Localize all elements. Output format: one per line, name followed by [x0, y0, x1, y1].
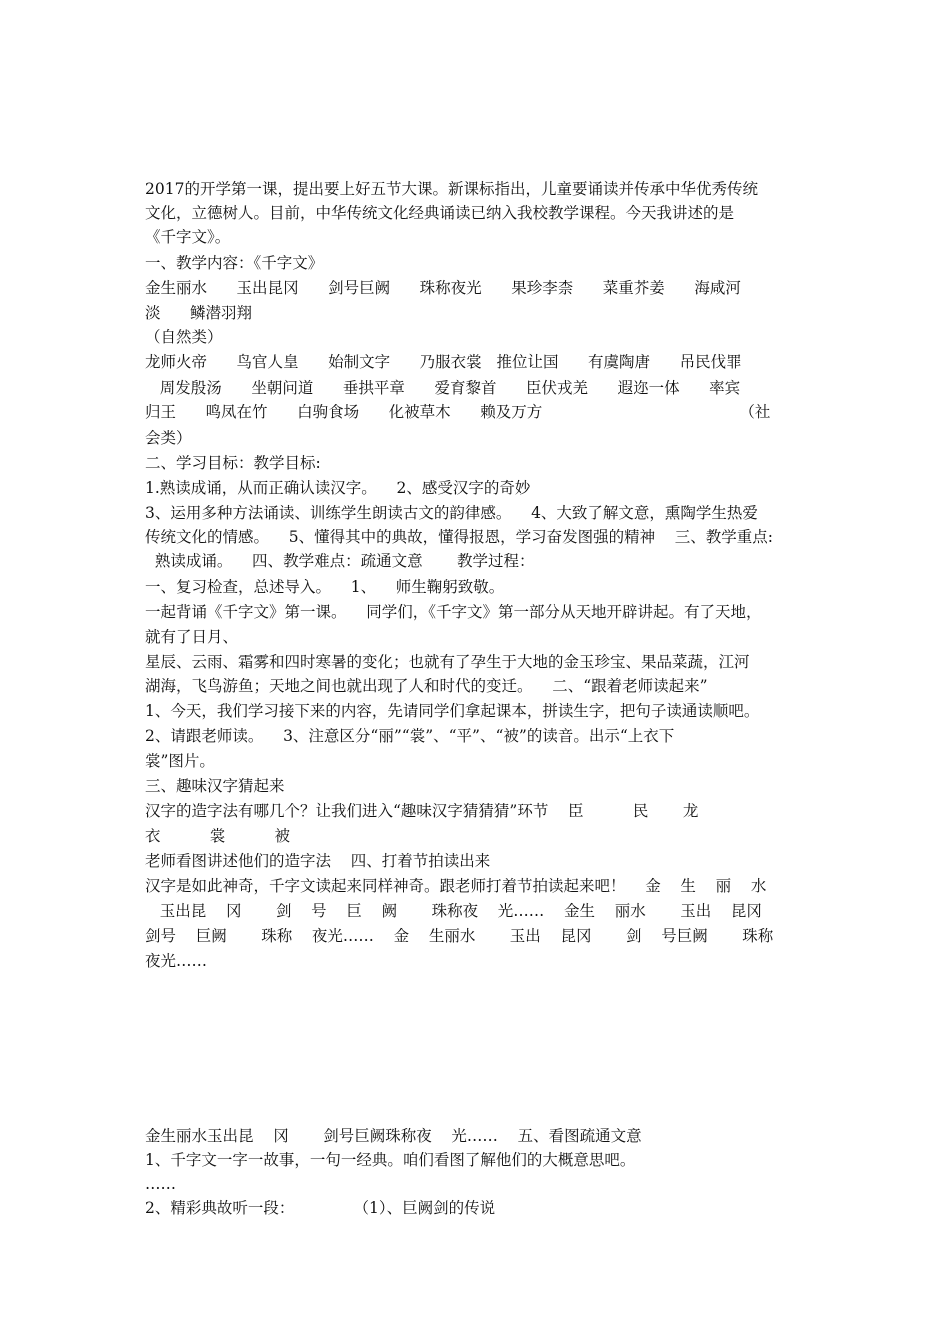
- process-line: 一起背诵《千字文》第一课。 同学们，《千字文》第一部分从天地开辟讲起。有了天地，: [145, 603, 762, 621]
- process-line: 就有了日月、: [145, 628, 239, 646]
- society-line: 会类）: [145, 429, 192, 447]
- process-line: 2、请跟老师读。 3、注意区分“丽”“裳”、“平”、“被”的读音。出示“上衣下: [145, 727, 675, 745]
- process-line: 1、今天，我们学习接下来的内容，先请同学们拿起课本，拼读生字，把句子读通读顺吧。: [145, 702, 760, 720]
- intro-line: 文化，立德树人。目前，中华传统文化经典诵读已纳入我校教学课程。今天我讲述的是: [145, 204, 735, 222]
- bottom-line: 1、千字文一字一故事，一句一经典。咱们看图了解他们的大概意思吧。: [145, 1151, 636, 1169]
- process-heading: 三、趣味汉字猜起来: [145, 777, 285, 795]
- intro-line: 2017的开学第一课，提出要上好五节大课。新课标指出，儿童要诵读并传承中华优秀传统: [145, 180, 758, 198]
- process-line: 剑号 巨阙 珠称 夜光…… 金 生丽水 玉出 昆冈 剑 号巨阙 珠称: [145, 927, 774, 945]
- goals-line: 传统文化的情感。 5、懂得其中的典故，懂得报恩，学习奋发图强的精神 三、教学重点:: [145, 528, 774, 546]
- nature-line: 淡 鳞潜羽翔: [145, 304, 253, 322]
- society-line: 龙师火帝 鸟官人皇 始制文字 乃服衣裳 推位让国 有虞陶唐 吊民伐罪: [145, 353, 742, 371]
- bottom-line: ……: [145, 1175, 176, 1193]
- nature-line: 金生丽水 玉出昆冈 剑号巨阙 珠称夜光 果珍李柰 菜重芥姜 海咸河: [145, 279, 741, 297]
- process-line: 老师看图讲述他们的造字法 四、打着节拍读出来: [145, 852, 491, 870]
- goals-heading: 二、学习目标：教学目标:: [145, 454, 321, 472]
- goals-line: 3、运用多种方法诵读、训练学生朗读古文的韵律感。 4、大致了解文意，熏陶学生热爱: [145, 504, 758, 522]
- process-line: 星辰、云雨、霜雾和四时寒暑的变化；也就有了孕生于大地的金玉珍宝、果品菜蔬，江河: [145, 653, 750, 671]
- process-line: 玉出昆 冈 剑 号 巨 阙 珠称夜 光…… 金生 丽水 玉出 昆冈: [145, 902, 762, 920]
- section-heading-content: 一、教学内容：《千字文》: [145, 254, 324, 272]
- process-line: 汉字的造字法有哪几个？让我们进入“趣味汉字猜猜猜”环节 臣 民 龙: [145, 802, 699, 820]
- bottom-line: 金生丽水玉出昆 冈 剑号巨阙珠称夜 光…… 五、看图疏通文意: [145, 1127, 642, 1145]
- process-line: 裳”图片。: [145, 752, 215, 770]
- goals-line: 1.熟读成诵，从而正确认读汉字。 2、感受汉字的奇妙: [145, 479, 531, 497]
- process-line: 汉字是如此神奇，千字文读起来同样神奇。跟老师打着节拍读起来吧！ 金 生 丽 水: [145, 877, 767, 895]
- process-line: 一、复习检查，总述导入。 1、 师生鞠躬致敬。: [145, 578, 505, 596]
- nature-category-label: （自然类）: [145, 328, 223, 346]
- process-line: 衣 裳 被: [145, 827, 291, 845]
- bottom-line: 2、精彩典故听一段： （1）、巨阙剑的传说: [145, 1199, 496, 1217]
- society-line: 归王 鸣凤在竹 白驹食场 化被草木 赖及万方 （社: [145, 403, 771, 421]
- society-line: 周发殷汤 坐朝问道 垂拱平章 爱育黎首 臣伏戎羌 遐迩一体 率宾: [145, 379, 741, 397]
- goals-line: 熟读成诵。 四、教学难点：疏通文意 教学过程：: [145, 552, 535, 570]
- process-line: 夜光……: [145, 952, 208, 970]
- intro-line: 《千字文》。: [145, 228, 231, 246]
- process-line: 湖海，飞鸟游鱼；天地之间也就出现了人和时代的变迁。 二、“跟着老师读起来”: [145, 677, 708, 695]
